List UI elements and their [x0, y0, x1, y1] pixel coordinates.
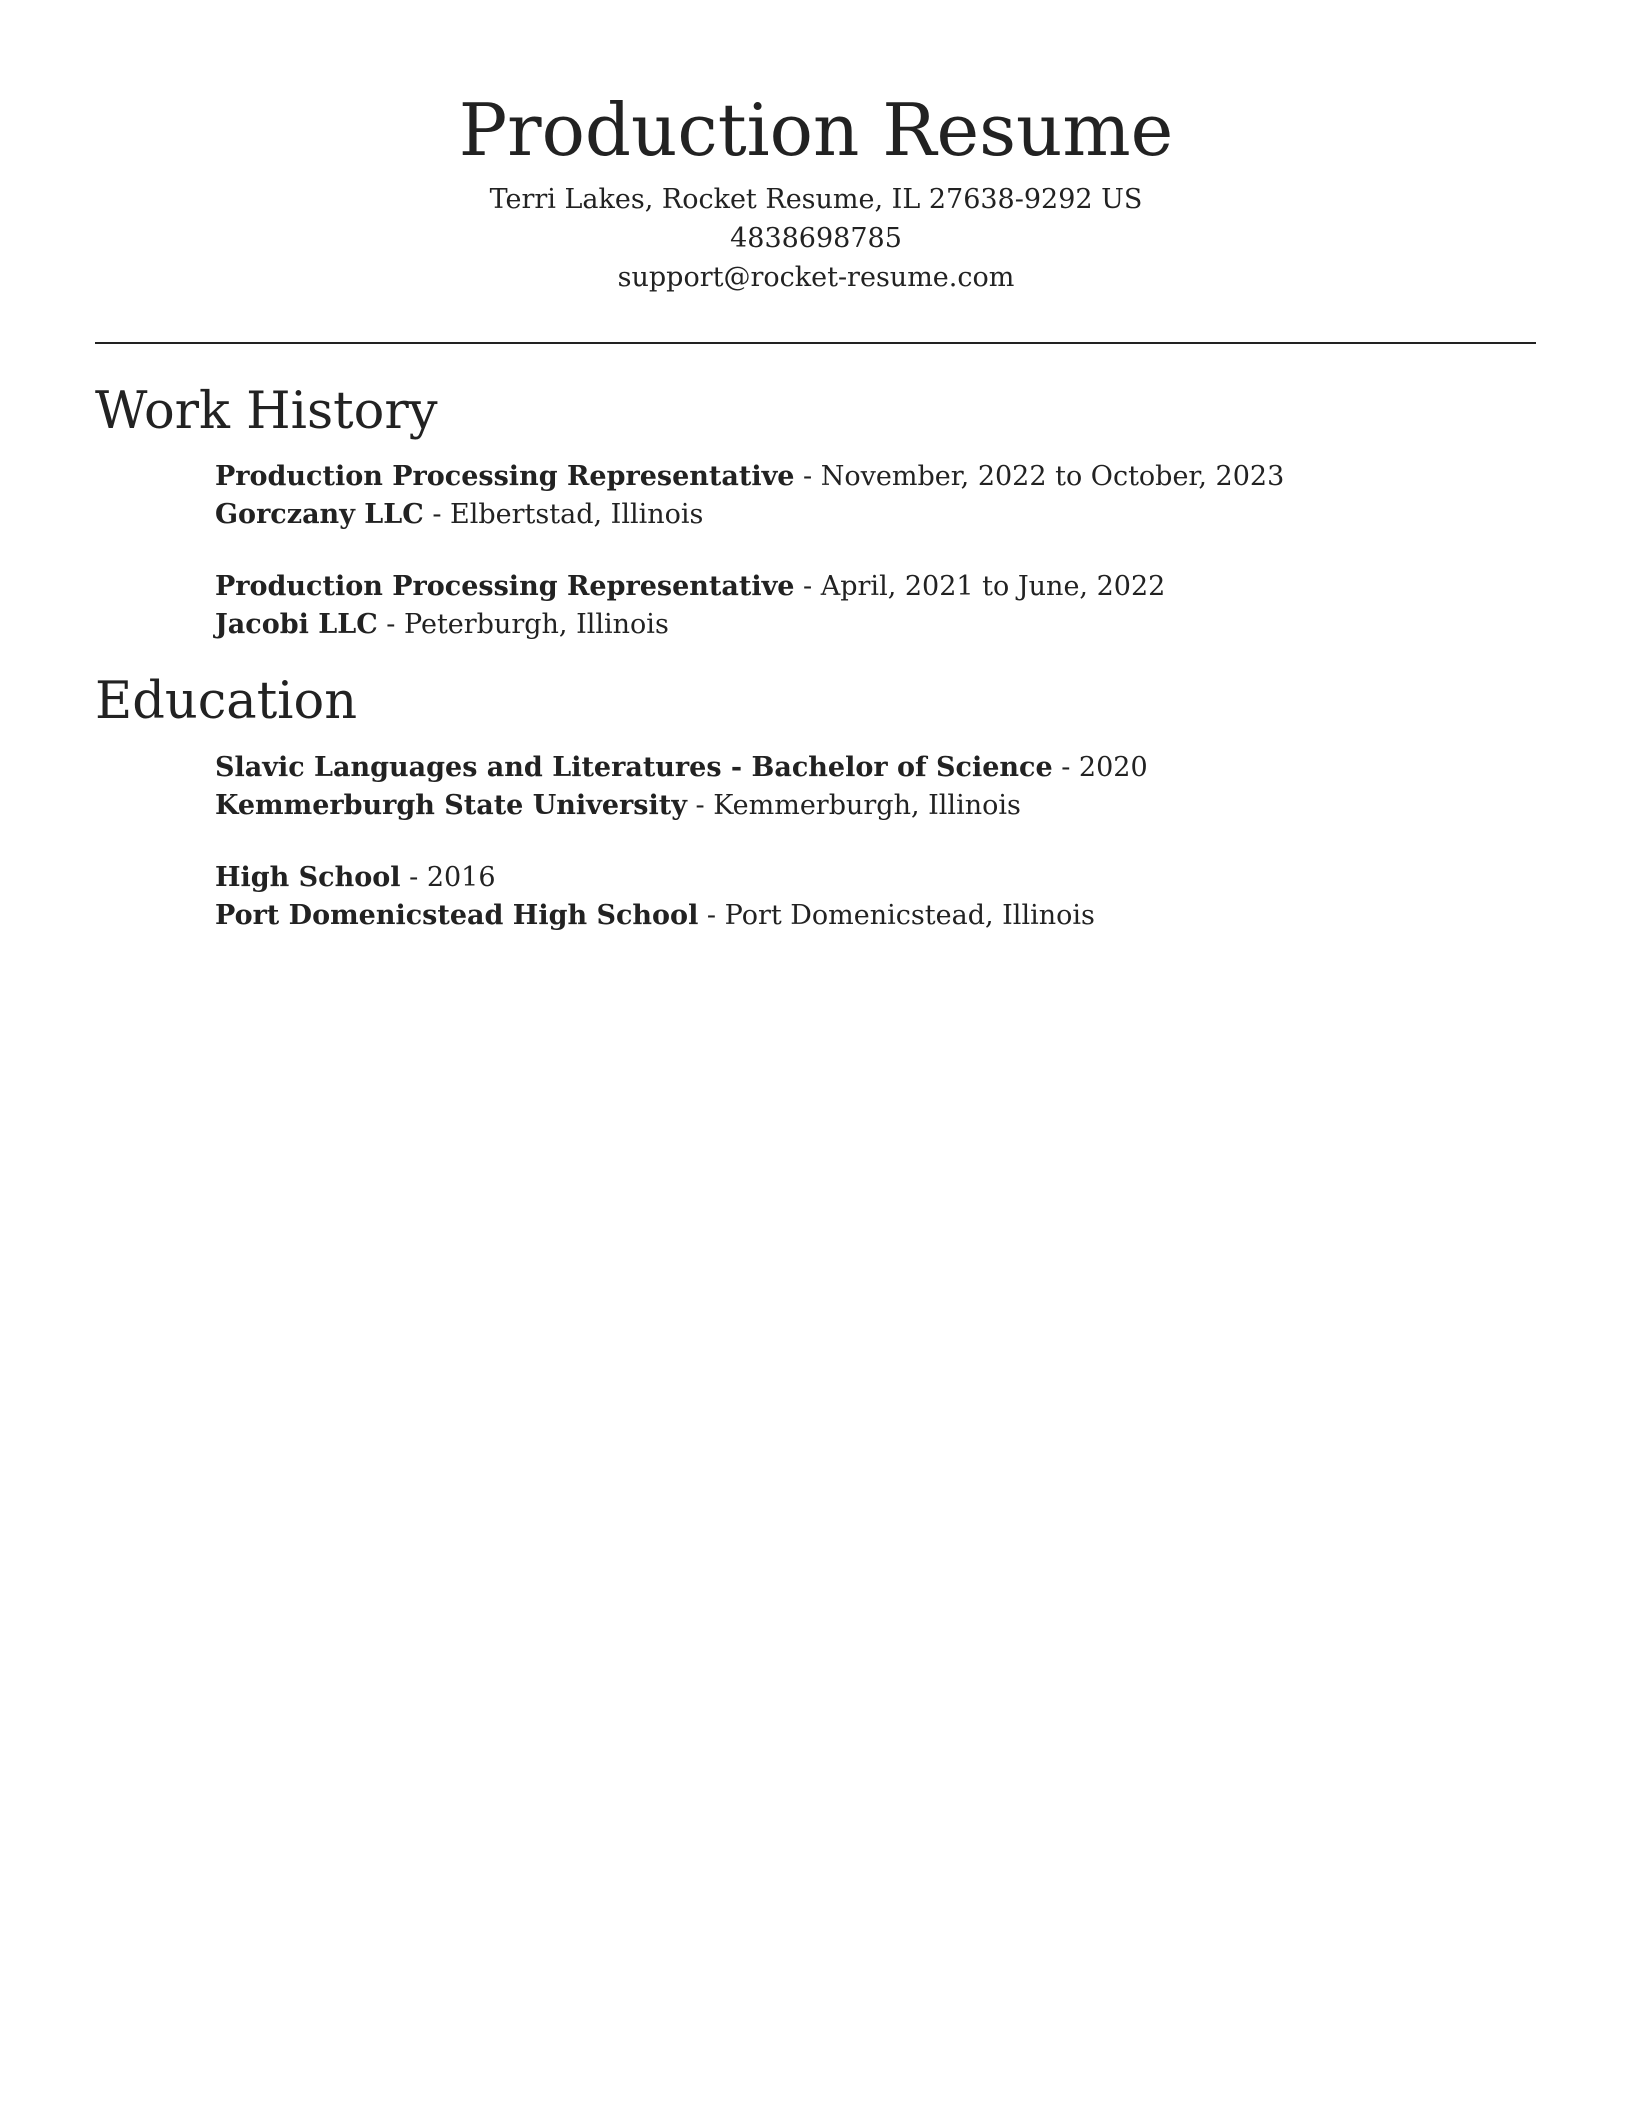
- education-entry: [215, 749, 1515, 825]
- education-heading: Education: [95, 672, 358, 731]
- job-dates: - April, 2021 to June, 2022: [794, 571, 1166, 602]
- education-entry-school-line: [215, 787, 1515, 825]
- job-title: Production Processing Representative: [215, 461, 795, 492]
- page-title: Production Resume: [458, 88, 1174, 172]
- work-entry-title-line: [215, 568, 1515, 606]
- degree: Slavic Languages and Literatures - Bachelor of Science: [215, 752, 1053, 783]
- education-entry-school-line: [215, 897, 1515, 935]
- work-entry-company-line: [215, 606, 1515, 644]
- education-entry-degree-line: [215, 749, 1515, 787]
- school-name: Port Domenicstead High School: [215, 900, 699, 931]
- graduation-year: - 2016: [400, 862, 496, 893]
- company-location: - Elbertstad, Illinois: [423, 499, 704, 530]
- school-location: - Kemmerburgh, Illinois: [686, 790, 1021, 821]
- work-entry: [215, 458, 1515, 534]
- contact-phone: 4838698785: [730, 223, 902, 254]
- education-entry-degree-line: [215, 859, 1515, 897]
- contact-address: Terri Lakes, Rocket Resume, IL 27638-9292 US: [489, 184, 1143, 215]
- work-entry-title-line: [215, 458, 1515, 496]
- job-dates: - November, 2022 to October, 2023: [794, 461, 1285, 492]
- job-title: Production Processing Representative: [215, 571, 795, 602]
- company-name: Jacobi LLC: [215, 609, 378, 640]
- graduation-year: - 2020: [1052, 752, 1148, 783]
- school-location: - Port Domenicstead, Illinois: [698, 900, 1095, 931]
- work-entry: [215, 568, 1515, 644]
- work-entry-company-line: [215, 496, 1515, 534]
- contact-email: support@rocket-resume.com: [617, 262, 1015, 293]
- company-name: Gorczany LLC: [215, 499, 424, 530]
- work-history-heading: Work History: [95, 382, 438, 441]
- degree: High School: [215, 862, 401, 893]
- resume-header: [0, 80, 1632, 297]
- header-divider: [95, 342, 1536, 344]
- school-name: Kemmerburgh State University: [215, 790, 687, 821]
- education-entry: [215, 859, 1515, 935]
- company-location: - Peterburgh, Illinois: [377, 609, 669, 640]
